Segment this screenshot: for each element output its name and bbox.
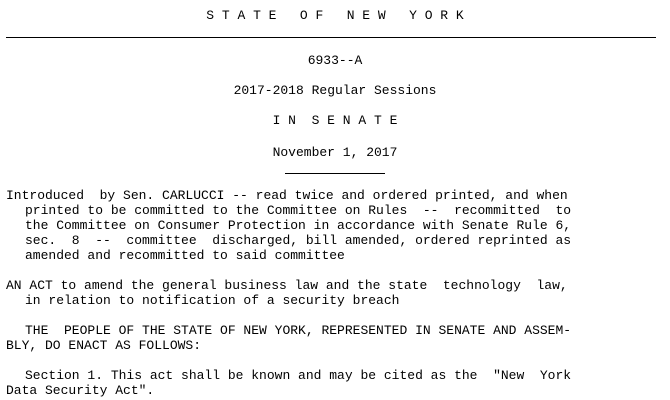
state-title: S T A T E O F N E W Y O R K bbox=[206, 8, 464, 23]
introduction-line: printed to be committed to the Committee on Rules -- recommitted to bbox=[25, 203, 572, 218]
session-label: 2017-2018 Regular Sessions bbox=[233, 83, 437, 98]
header-rule bbox=[6, 37, 656, 38]
act-title-line: in relation to notification of a security breach bbox=[25, 293, 400, 308]
bill-date: November 1, 2017 bbox=[272, 145, 398, 160]
section-1-line: Section 1. This act shall be known and may be cited as the "New York bbox=[25, 368, 572, 383]
date-rule bbox=[285, 173, 385, 174]
introduction-line: the Committee on Consumer Protection in accordance with Senate Rule 6, bbox=[25, 218, 572, 233]
bill-number: 6933--A bbox=[307, 53, 363, 68]
introduction-line: sec. 8 -- committee discharged, bill amended, ordered reprinted as bbox=[25, 233, 572, 248]
section-1-line: Data Security Act". bbox=[6, 383, 155, 398]
chamber-label: I N S E N A T E bbox=[272, 113, 398, 128]
act-title-line: AN ACT to amend the general business law and the state technology law, bbox=[6, 278, 568, 293]
introduction-line: Introduced by Sen. CARLUCCI -- read twice and ordered printed, and when bbox=[6, 188, 568, 203]
enacting-clause-line: THE PEOPLE OF THE STATE OF NEW YORK, REPRESENTED IN SENATE AND ASSEM- bbox=[25, 323, 572, 338]
introduction-line: amended and recommitted to said committee bbox=[25, 248, 345, 263]
enacting-clause-line: BLY, DO ENACT AS FOLLOWS: bbox=[6, 338, 202, 353]
